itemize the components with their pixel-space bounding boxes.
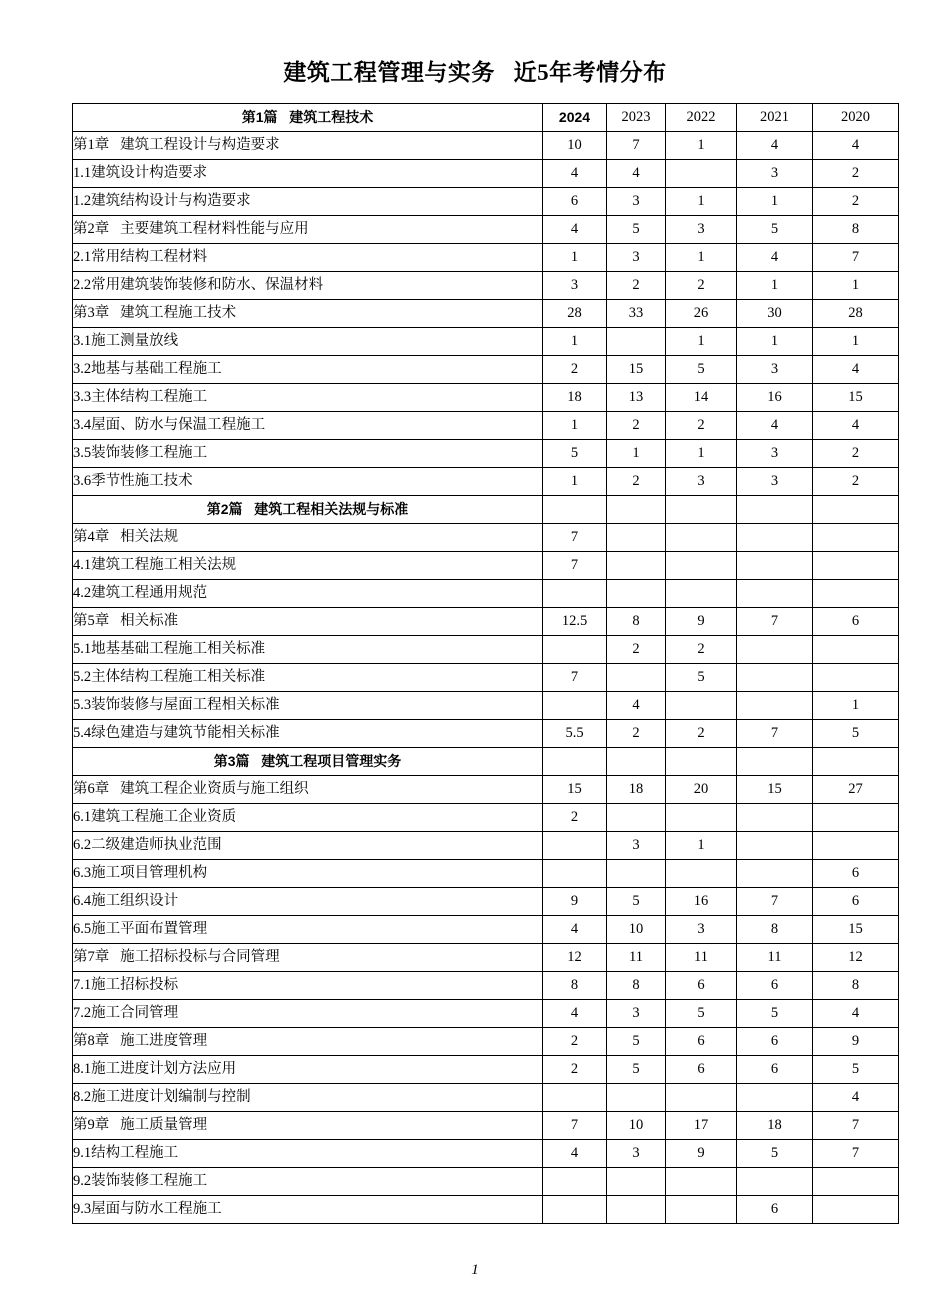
value-cell: 2 <box>813 468 899 496</box>
value-cell: 2 <box>607 272 666 300</box>
value-cell: 8 <box>607 972 666 1000</box>
value-cell: 15 <box>813 916 899 944</box>
row-label: 3.3主体结构工程施工 <box>73 384 543 412</box>
row-label: 6.2二级建造师执业范围 <box>73 832 543 860</box>
table-row <box>73 804 899 832</box>
year-header-2020: 2020 <box>813 104 899 132</box>
row-label: 9.3屋面与防水工程施工 <box>73 1196 543 1224</box>
value-cell: 6 <box>666 1028 737 1056</box>
value-cell: 1 <box>737 328 813 356</box>
row-label: 第7章 施工招标投标与合同管理 <box>73 944 543 972</box>
table-row <box>73 552 899 580</box>
value-cell: 4 <box>737 132 813 160</box>
value-cell: 16 <box>666 888 737 916</box>
value-cell: 5 <box>813 1056 899 1084</box>
row-label: 6.1建筑工程施工企业资质 <box>73 804 543 832</box>
value-cell: 1 <box>666 440 737 468</box>
value-cell: 15 <box>813 384 899 412</box>
value-cell: 30 <box>737 300 813 328</box>
table-row <box>73 944 899 972</box>
value-cell <box>607 1084 666 1112</box>
section-title: 第3篇 建筑工程项目管理实务 <box>73 748 543 776</box>
value-cell: 6 <box>666 972 737 1000</box>
value-cell: 6 <box>737 1196 813 1224</box>
value-cell: 2 <box>607 468 666 496</box>
row-label: 第6章 建筑工程企业资质与施工组织 <box>73 776 543 804</box>
value-cell: 4 <box>737 244 813 272</box>
value-cell <box>543 1084 607 1112</box>
row-label: 3.6季节性施工技术 <box>73 468 543 496</box>
year-header-2023: 2023 <box>607 104 666 132</box>
value-cell: 1 <box>737 272 813 300</box>
year-header-2021: 2021 <box>737 104 813 132</box>
value-cell: 3 <box>666 916 737 944</box>
value-cell: 3 <box>666 216 737 244</box>
value-cell <box>737 664 813 692</box>
row-label: 第8章 施工进度管理 <box>73 1028 543 1056</box>
value-cell: 18 <box>543 384 607 412</box>
value-cell <box>666 692 737 720</box>
value-cell <box>737 580 813 608</box>
value-cell: 10 <box>607 916 666 944</box>
table-row <box>73 776 899 804</box>
row-label: 9.1结构工程施工 <box>73 1140 543 1168</box>
value-cell: 18 <box>737 1112 813 1140</box>
value-cell <box>607 1196 666 1224</box>
value-cell: 5 <box>737 1140 813 1168</box>
table-row <box>73 1056 899 1084</box>
section-title: 第1篇 建筑工程技术 <box>73 104 543 132</box>
value-cell: 4 <box>543 160 607 188</box>
value-cell <box>666 160 737 188</box>
table-row <box>73 356 899 384</box>
value-cell: 1 <box>666 132 737 160</box>
value-cell: 13 <box>607 384 666 412</box>
value-cell: 2 <box>543 804 607 832</box>
value-cell: 9 <box>666 608 737 636</box>
row-label: 5.1地基基础工程施工相关标准 <box>73 636 543 664</box>
row-label: 5.4绿色建造与建筑节能相关标准 <box>73 720 543 748</box>
value-cell <box>666 1084 737 1112</box>
value-cell: 6 <box>737 972 813 1000</box>
value-cell: 1 <box>813 272 899 300</box>
value-cell: 5 <box>737 216 813 244</box>
value-cell: 8 <box>737 916 813 944</box>
table-row <box>73 972 899 1000</box>
value-cell <box>666 1196 737 1224</box>
value-cell: 1 <box>666 832 737 860</box>
row-label: 3.4屋面、防水与保温工程施工 <box>73 412 543 440</box>
value-cell <box>737 860 813 888</box>
value-cell: 33 <box>607 300 666 328</box>
row-label: 6.3施工项目管理机构 <box>73 860 543 888</box>
year-header-2024: 2024 <box>543 104 607 132</box>
value-cell <box>813 552 899 580</box>
value-cell <box>737 1084 813 1112</box>
value-cell <box>813 664 899 692</box>
value-cell: 5 <box>666 356 737 384</box>
table-row <box>73 636 899 664</box>
value-cell <box>607 664 666 692</box>
value-cell <box>543 636 607 664</box>
table-row <box>73 692 899 720</box>
value-cell <box>737 1168 813 1196</box>
value-cell: 7 <box>543 1112 607 1140</box>
value-cell <box>666 496 737 524</box>
value-cell: 4 <box>813 1000 899 1028</box>
row-label: 第5章 相关标准 <box>73 608 543 636</box>
table-row <box>73 1168 899 1196</box>
row-label: 1.2建筑结构设计与构造要求 <box>73 188 543 216</box>
row-label: 第9章 施工质量管理 <box>73 1112 543 1140</box>
value-cell <box>813 748 899 776</box>
value-cell: 2 <box>543 1056 607 1084</box>
value-cell <box>666 860 737 888</box>
value-cell <box>666 804 737 832</box>
value-cell: 7 <box>543 664 607 692</box>
value-cell: 11 <box>607 944 666 972</box>
table-row <box>73 132 899 160</box>
value-cell: 8 <box>813 972 899 1000</box>
table-section-row <box>73 748 899 776</box>
value-cell: 1 <box>666 188 737 216</box>
table-row <box>73 832 899 860</box>
table-section-row <box>73 104 899 132</box>
value-cell: 28 <box>543 300 607 328</box>
value-cell <box>607 804 666 832</box>
value-cell: 3 <box>607 1140 666 1168</box>
value-cell <box>813 1168 899 1196</box>
value-cell: 2 <box>607 720 666 748</box>
value-cell: 1 <box>543 412 607 440</box>
value-cell: 7 <box>813 1112 899 1140</box>
value-cell: 5 <box>607 1056 666 1084</box>
row-label: 第3章 建筑工程施工技术 <box>73 300 543 328</box>
row-label: 4.2建筑工程通用规范 <box>73 580 543 608</box>
value-cell: 7 <box>813 1140 899 1168</box>
table-row <box>73 1112 899 1140</box>
table-row <box>73 664 899 692</box>
value-cell: 9 <box>543 888 607 916</box>
row-label: 5.3装饰装修与屋面工程相关标准 <box>73 692 543 720</box>
section-title: 第2篇 建筑工程相关法规与标准 <box>73 496 543 524</box>
value-cell <box>737 552 813 580</box>
value-cell <box>607 524 666 552</box>
value-cell: 14 <box>666 384 737 412</box>
value-cell: 3 <box>607 244 666 272</box>
value-cell <box>737 832 813 860</box>
page-title: 建筑工程管理与实务 近5年考情分布 <box>283 60 667 85</box>
table-row <box>73 216 899 244</box>
table-row <box>73 272 899 300</box>
value-cell <box>813 496 899 524</box>
value-cell: 4 <box>813 132 899 160</box>
value-cell: 3 <box>607 832 666 860</box>
value-cell: 26 <box>666 300 737 328</box>
value-cell <box>813 524 899 552</box>
value-cell: 2 <box>813 440 899 468</box>
value-cell: 5 <box>666 1000 737 1028</box>
value-cell: 6 <box>543 188 607 216</box>
value-cell: 3 <box>737 356 813 384</box>
value-cell: 3 <box>543 272 607 300</box>
value-cell <box>666 552 737 580</box>
value-cell: 2 <box>666 272 737 300</box>
value-cell: 7 <box>543 552 607 580</box>
value-cell <box>543 1196 607 1224</box>
value-cell: 12 <box>543 944 607 972</box>
value-cell: 2 <box>543 356 607 384</box>
value-cell: 5 <box>607 1028 666 1056</box>
value-cell <box>607 860 666 888</box>
table-row <box>73 1000 899 1028</box>
value-cell <box>543 496 607 524</box>
value-cell: 7 <box>737 608 813 636</box>
value-cell: 5 <box>543 440 607 468</box>
value-cell <box>607 748 666 776</box>
page-number: 1 <box>471 1262 479 1278</box>
value-cell: 2 <box>813 188 899 216</box>
value-cell: 16 <box>737 384 813 412</box>
value-cell: 4 <box>813 356 899 384</box>
value-cell: 3 <box>737 440 813 468</box>
table-row <box>73 1140 899 1168</box>
row-label: 4.1建筑工程施工相关法规 <box>73 552 543 580</box>
value-cell: 28 <box>813 300 899 328</box>
value-cell: 8 <box>813 216 899 244</box>
value-cell: 3 <box>737 160 813 188</box>
row-label: 7.2施工合同管理 <box>73 1000 543 1028</box>
value-cell: 4 <box>607 692 666 720</box>
value-cell <box>607 580 666 608</box>
row-label: 7.1施工招标投标 <box>73 972 543 1000</box>
row-label: 8.2施工进度计划编制与控制 <box>73 1084 543 1112</box>
value-cell: 11 <box>666 944 737 972</box>
row-label: 6.4施工组织设计 <box>73 888 543 916</box>
value-cell <box>543 748 607 776</box>
value-cell: 5 <box>666 664 737 692</box>
value-cell <box>543 832 607 860</box>
table-row <box>73 244 899 272</box>
value-cell <box>813 832 899 860</box>
row-label: 5.2主体结构工程施工相关标准 <box>73 664 543 692</box>
value-cell: 6 <box>813 888 899 916</box>
value-cell: 12.5 <box>543 608 607 636</box>
row-label: 第1章 建筑工程设计与构造要求 <box>73 132 543 160</box>
value-cell: 8 <box>607 608 666 636</box>
table-row <box>73 1028 899 1056</box>
value-cell: 1 <box>607 440 666 468</box>
value-cell: 15 <box>543 776 607 804</box>
value-cell: 15 <box>607 356 666 384</box>
row-label: 第4章 相关法规 <box>73 524 543 552</box>
value-cell <box>543 1168 607 1196</box>
value-cell <box>737 804 813 832</box>
value-cell: 18 <box>607 776 666 804</box>
table-row <box>73 160 899 188</box>
value-cell <box>607 328 666 356</box>
value-cell: 6 <box>737 1028 813 1056</box>
value-cell: 7 <box>543 524 607 552</box>
row-label: 3.2地基与基础工程施工 <box>73 356 543 384</box>
value-cell <box>666 524 737 552</box>
table-row <box>73 328 899 356</box>
exam-distribution-table <box>72 103 899 1224</box>
value-cell: 2 <box>607 636 666 664</box>
value-cell <box>543 580 607 608</box>
value-cell <box>543 692 607 720</box>
value-cell: 5 <box>737 1000 813 1028</box>
value-cell: 4 <box>543 216 607 244</box>
value-cell: 6 <box>813 860 899 888</box>
value-cell <box>737 636 813 664</box>
table-section-row <box>73 496 899 524</box>
value-cell <box>737 496 813 524</box>
value-cell: 8 <box>543 972 607 1000</box>
value-cell <box>666 748 737 776</box>
value-cell <box>607 1168 666 1196</box>
value-cell: 1 <box>813 328 899 356</box>
value-cell <box>737 692 813 720</box>
table-row <box>73 440 899 468</box>
value-cell: 2 <box>543 1028 607 1056</box>
value-cell: 3 <box>666 468 737 496</box>
value-cell: 6 <box>666 1056 737 1084</box>
value-cell: 10 <box>607 1112 666 1140</box>
value-cell: 6 <box>813 608 899 636</box>
value-cell: 2 <box>813 160 899 188</box>
table-row <box>73 300 899 328</box>
table-row <box>73 860 899 888</box>
value-cell <box>813 636 899 664</box>
value-cell: 3 <box>607 1000 666 1028</box>
value-cell <box>543 860 607 888</box>
row-label: 6.5施工平面布置管理 <box>73 916 543 944</box>
value-cell: 17 <box>666 1112 737 1140</box>
table-row <box>73 608 899 636</box>
value-cell: 7 <box>737 720 813 748</box>
value-cell: 10 <box>543 132 607 160</box>
value-cell: 9 <box>666 1140 737 1168</box>
row-label: 8.1施工进度计划方法应用 <box>73 1056 543 1084</box>
table-row <box>73 1196 899 1224</box>
table-row <box>73 916 899 944</box>
value-cell: 1 <box>543 328 607 356</box>
value-cell: 4 <box>543 916 607 944</box>
row-label: 3.1施工测量放线 <box>73 328 543 356</box>
value-cell <box>813 1196 899 1224</box>
table-row <box>73 888 899 916</box>
value-cell: 4 <box>813 1084 899 1112</box>
row-label: 1.1建筑设计构造要求 <box>73 160 543 188</box>
value-cell: 2 <box>607 412 666 440</box>
row-label: 3.5装饰装修工程施工 <box>73 440 543 468</box>
value-cell: 4 <box>737 412 813 440</box>
value-cell: 5 <box>607 888 666 916</box>
value-cell <box>737 748 813 776</box>
row-label: 第2章 主要建筑工程材料性能与应用 <box>73 216 543 244</box>
table-row <box>73 720 899 748</box>
row-label: 9.2装饰装修工程施工 <box>73 1168 543 1196</box>
value-cell: 2 <box>666 412 737 440</box>
value-cell: 3 <box>607 188 666 216</box>
value-cell: 5 <box>607 216 666 244</box>
value-cell: 1 <box>666 244 737 272</box>
table-row <box>73 524 899 552</box>
value-cell: 2 <box>666 636 737 664</box>
table-row <box>73 412 899 440</box>
row-label: 2.1常用结构工程材料 <box>73 244 543 272</box>
exam-distribution-table-wrapper <box>72 103 898 1224</box>
value-cell: 9 <box>813 1028 899 1056</box>
value-cell: 20 <box>666 776 737 804</box>
value-cell: 1 <box>813 692 899 720</box>
table-row <box>73 580 899 608</box>
value-cell <box>737 524 813 552</box>
value-cell: 4 <box>543 1140 607 1168</box>
value-cell: 2 <box>666 720 737 748</box>
value-cell <box>607 496 666 524</box>
table-row <box>73 468 899 496</box>
value-cell <box>607 552 666 580</box>
value-cell: 1 <box>543 468 607 496</box>
value-cell <box>813 804 899 832</box>
value-cell: 1 <box>666 328 737 356</box>
value-cell <box>813 580 899 608</box>
value-cell <box>666 1168 737 1196</box>
row-label: 2.2常用建筑装饰装修和防水、保温材料 <box>73 272 543 300</box>
value-cell: 7 <box>813 244 899 272</box>
value-cell: 1 <box>543 244 607 272</box>
value-cell: 6 <box>737 1056 813 1084</box>
value-cell: 5 <box>813 720 899 748</box>
value-cell: 5.5 <box>543 720 607 748</box>
value-cell: 7 <box>607 132 666 160</box>
table-row <box>73 384 899 412</box>
value-cell: 4 <box>543 1000 607 1028</box>
value-cell: 15 <box>737 776 813 804</box>
value-cell <box>666 580 737 608</box>
value-cell: 7 <box>737 888 813 916</box>
table-row <box>73 188 899 216</box>
value-cell: 12 <box>813 944 899 972</box>
year-header-2022: 2022 <box>666 104 737 132</box>
value-cell: 11 <box>737 944 813 972</box>
value-cell: 27 <box>813 776 899 804</box>
value-cell: 3 <box>737 468 813 496</box>
value-cell: 4 <box>607 160 666 188</box>
value-cell: 4 <box>813 412 899 440</box>
value-cell: 1 <box>737 188 813 216</box>
table-row <box>73 1084 899 1112</box>
